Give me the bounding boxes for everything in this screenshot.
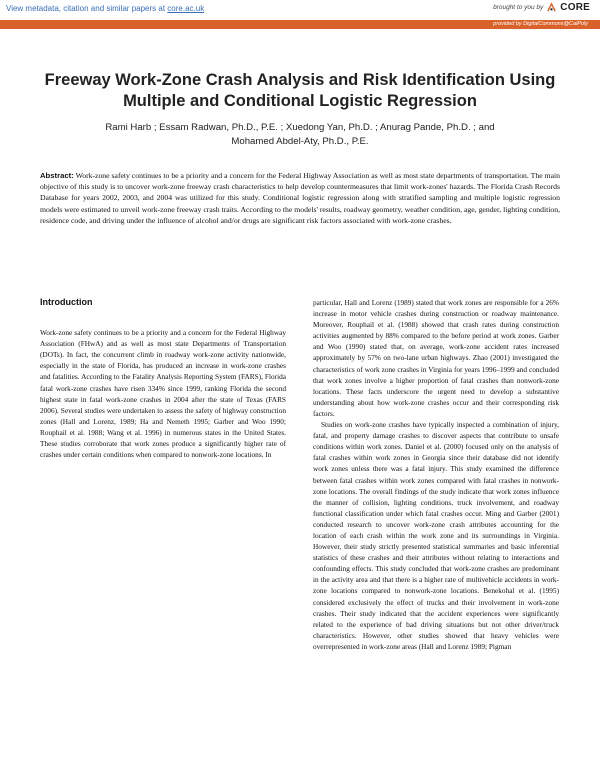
- metadata-link[interactable]: [6, 4, 204, 13]
- author-list: [60, 121, 540, 149]
- core-site-link[interactable]: core.ac.uk: [167, 4, 205, 13]
- abstract-label: Abstract:: [40, 171, 74, 180]
- provided-by-bar: [0, 20, 600, 29]
- brought-by-label: brought to you by: [493, 4, 544, 11]
- left-column: [40, 293, 286, 460]
- section-heading-introduction: Introduction: [40, 297, 93, 307]
- authors-line-1: Rami Harb ; Essam Radwan, Ph.D., P.E. ; Xuedong Yan, Ph.D. ; Anurag Pande, Ph.D. ; and: [105, 122, 495, 133]
- top-bar: [0, 0, 600, 20]
- abstract-text: Work-zone safety continues to be a priority and a concern for the Federal Highway Association as well as most state departments of transportation. The main objective of this study is to uncover work-zone freeway crash characteristics to help develop countermeasures that limit work-zones' hazards. The Florida Crash Records Database for years 2002, 2003, and 2004 was utilized for this study. Conditional logistic regression along with stratified sampling and multiple logistic regression models were estimated to unveil work-zone freeway crash traits. According to the models' results, roadway geometry, weather condition, age, gender, lighting condition, residence code, and driving under the influence of alcohol and/or drugs are significant risk factors associated with work-zone crashes.: [40, 171, 560, 225]
- metadata-link-text: View metadata, citation and similar papers at: [6, 4, 166, 13]
- intro-paragraph-1: Work-zone safety continues to be a priority and a concern for the Federal Highway Association (FHwA) and as well as most state Departments of Transportation (DOTs). In fact, the concurrent climb in roadway work-zone activity nationwide, especially in the state of Florida, has produced an increase in work-zone crashes and fatalities. According to the Fatality Analysis Reporting System (FARS), Florida fatal work-zone crashes have risen 334% since 1999, ranking Florida the second highest state in fatal work-zone crashes in 2004 after the state of Texas (FARS 2006). Several studies were undertaken to assess the safety of highway construction zones (Hall and Lorenz, 1989; Ha and Nemeth 1995; Garber and Woo 1990; Rouphail et al. 1988; Wang et al. 1996) in numerous states in the United States. These studies corroborate that work zones produce a significantly higher rate of crashes under certain conditions when compared to nonwork-zone locations. In: [40, 328, 286, 460]
- core-brand[interactable]: [493, 2, 590, 13]
- paper-title: Freeway Work-Zone Crash Analysis and Risk Identification Using Multiple and Conditional Logistic Regression: [44, 71, 556, 110]
- provided-by-text[interactable]: provided by DigitalCommons@CalPoly: [493, 21, 588, 27]
- core-logo-text: CORE: [560, 2, 590, 13]
- intro-paragraph-2: Studies on work-zone crashes have typically inspected a combination of injury, fatal, and property damage crashes to discover aspects that contribute to unsafe conditions within work zones. Daniel et al. (2000) focused only on the analysis of fatal crashes within work zones in Georgia since their database did not identify work zones unless there was a fatal injury. This study examined the difference between fatal crashes within work zones compared with fatal crashes in nonwork-zone locations. The overall findings of the study indicate that work zones influence the manner of collision, lighting conditions, truck involvement, and roadway functional classification under which fatal crashes occur. Ming and Garber (2001) conducted research to uncover work-zone crash attributes accounting for the location of each crash within the work zone and its surroundings in Virginia. However, their study strictly presented statistical summaries and basic inferential statistics of these crashes and their attributes without relating to interactions and confounding effects. This study concluded that work-zone crashes are predominant in the activity area and that there is a higher rate of multivehicle accidents in work-zone locations compared to nonwork-zone locations. Benekohal et al. (1995) considered exclusively the effect of trucks and their involvement in work-zone crashes. Their study indicated that the accident experiences were significantly related to the experience of bad driving situations but not other driver/truck characteristics. However, other studies showed that heavy vehicles were overrepresented in work-zone areas (Hall and Lorenz 1989; Pigman: [313, 420, 559, 651]
- authors-line-2: Mohamed Abdel-Aty, Ph.D., P.E.: [231, 136, 369, 147]
- core-logo-icon: [546, 2, 557, 13]
- right-column: [313, 297, 559, 652]
- intro-paragraph-1-continued: particular, Hall and Lorenz (1989) stated that work zones are responsible for a 26% increase in motor vehicle crashes during construction or roadway maintenance. Moreover, Rouphail et al. (1988) showed that crash rates during construction activities augmented by 88% compared to the before period at work zones. Garber and Woo (1990) stated that, on average, work-zone accident rates increased approximately by 57% on two-lane urban highways. Zhao (2001) investigated the characteristics of work zone crashes in Virginia for years 1996–1999 and concluded that work zones involve a higher proportion of fatal crashes than nonwork-zone locations. These facts underscore the urgent need to develop a substantive understanding about how work-zone crashes occur and their corresponding risk factors.: [313, 298, 559, 418]
- abstract: [40, 170, 560, 226]
